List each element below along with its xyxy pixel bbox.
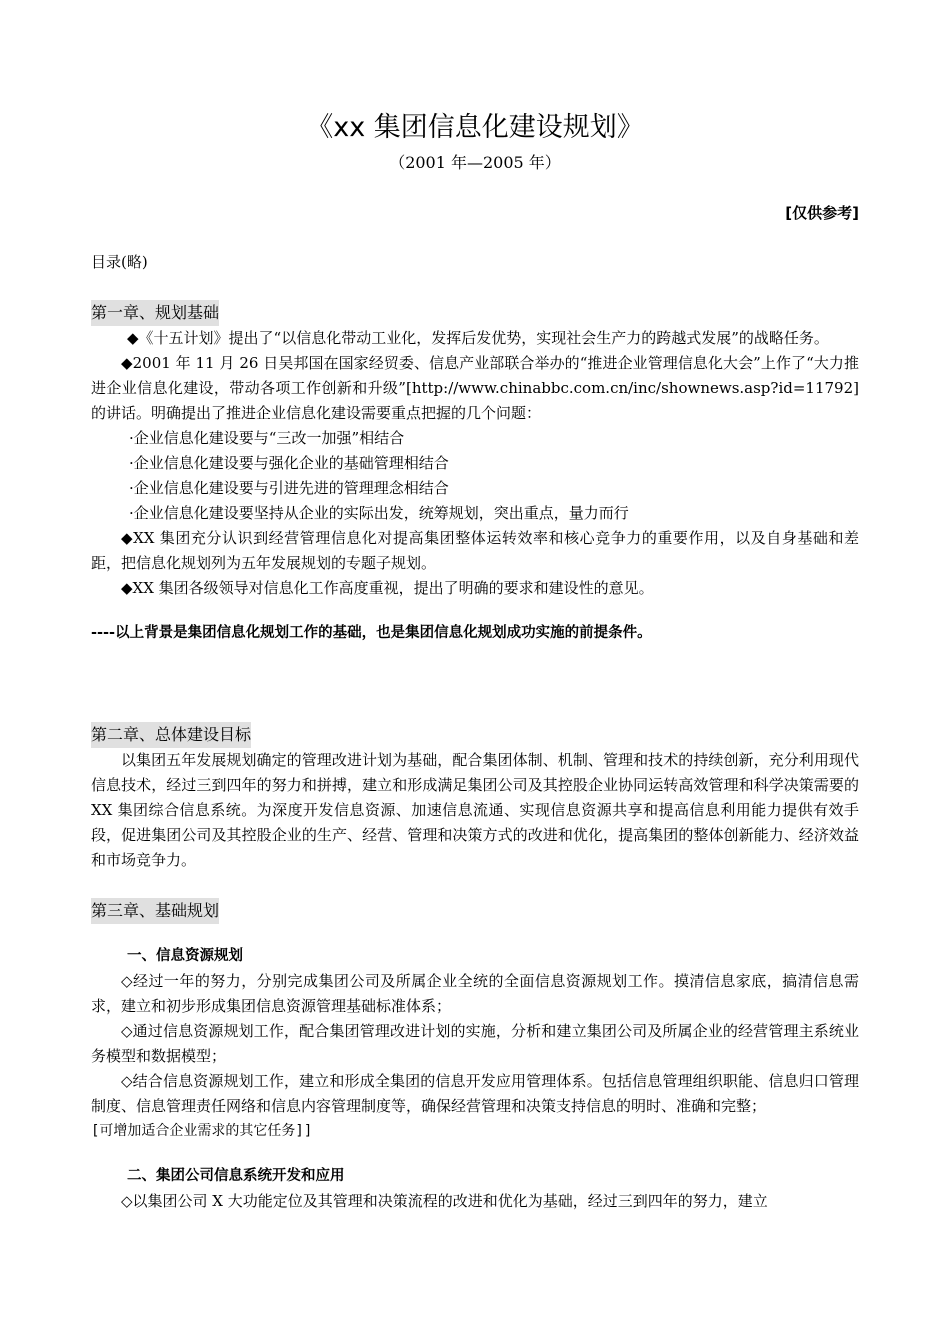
chapter-1-point: ·企业信息化建设要与“三改一加强”相结合 — [129, 429, 405, 447]
chapter-1 — [91, 300, 859, 646]
chapter-1-para-3: ◆XX 集团充分认识到经营管理信息化对提高集团整体运转效率和核心竞争力的重要作用，以及自身基础和差距，把信息化规划列为五年发展规划的专题子规划。 — [91, 529, 859, 572]
toc-section — [91, 250, 859, 275]
chapter-1-para-1 — [91, 326, 859, 351]
chapter-1-conclusion: ----以上背景是集团信息化规划工作的基础，也是集团信息化规划成功实施的前提条件。 — [91, 625, 652, 641]
section-2-heading: 二、集团公司信息系统开发和应用 — [127, 1168, 345, 1184]
section-1-note: [可增加适合企业需求的其它任务]] — [91, 1123, 313, 1139]
chapter-1-para-1-text: ◆《十五计划》提出了“以信息化带动工业化，发挥后发优势，实现社会生产力的跨越式发展”的战略任务。 — [127, 329, 829, 347]
chapter-1-point: ·企业信息化建设要与引进先进的管理理念相结合 — [129, 479, 449, 497]
chapter-2-heading: 第二章、总体建设目标 — [91, 722, 251, 748]
section-1-heading: 一、信息资源规划 — [127, 948, 243, 964]
section-1-item: ◇通过信息资源规划工作，配合集团管理改进计划的实施，分析和建立集团公司及所属企业的经营管理主系统业务模型和数据模型； — [91, 1022, 859, 1065]
chapter-1-heading: 第一章、规划基础 — [91, 300, 219, 326]
document-title: 《xx 集团信息化建设规划》 — [306, 112, 644, 143]
chapter-2-para: 以集团五年发展规划确定的管理改进计划为基础，配合集团体制、机制、管理和技术的持续创新，充分利用现代信息技术，经过三到四年的努力和拼搏，建立和形成满足集团公司及其控股企业协同运转高效管理和科学决策需要的 XX 集团综合信息系统。为深度开发信息资源、加速信息流通、实现信息资源共享和提高信息利用能力提供有效手段，促进集团公司及其控股企业的生产、经营、管理和决策方式的改进和优化，提高集团的整体创新能力、经济效益和市场竞争力。 — [91, 751, 859, 869]
chapter-3-heading: 第三章、基础规划 — [91, 898, 219, 924]
document-subtitle: （2001 年—2005 年） — [389, 153, 561, 172]
chapter-1-point: ·企业信息化建设要与强化企业的基础管理相结合 — [129, 454, 449, 472]
chapter-1-para-4: ◆XX 集团各级领导对信息化工作高度重视，提出了明确的要求和建设性的意见。 — [121, 579, 654, 597]
chapter-1-point: ·企业信息化建设要坚持从企业的实际出发，统筹规划，突出重点，量力而行 — [129, 504, 629, 522]
chapter-1-para-2: ◆2001 年 11 月 26 日吴邦国在国家经贸委、信息产业部联合举办的“推进企业管理信息化大会”上作了“大力推进企业信息化建设，带动各项工作创新和升级”[http://www.chinabbc.com.cn/inc/shownews.asp?id=11792]的讲话。明确提出了推进企业信息化建设需要重点把握的几个问题： — [91, 354, 859, 422]
chapter-3 — [91, 898, 859, 1214]
section-2-item: ◇以集团公司 X 大功能定位及其管理和决策流程的改进和优化为基础，经过三到四年的努力，建立 — [121, 1192, 768, 1210]
toc-text: 目录(略) — [91, 253, 148, 271]
section-1-item: ◇结合信息资源规划工作，建立和形成全集团的信息开发应用管理体系。包括信息管理组织职能、信息归口管理制度、信息管理责任网络和信息内容管理制度等，确保经营管理和决策支持信息的明时、准确和完整； — [91, 1072, 859, 1115]
reference-tag: [仅供参考] — [785, 204, 859, 222]
chapter-2 — [91, 722, 859, 873]
section-1-item: ◇经过一年的努力，分别完成集团公司及所属企业全统的全面信息资源规划工作。摸清信息家底，搞清信息需求，建立和初步形成集团信息资源管理基础标准体系； — [91, 972, 859, 1015]
